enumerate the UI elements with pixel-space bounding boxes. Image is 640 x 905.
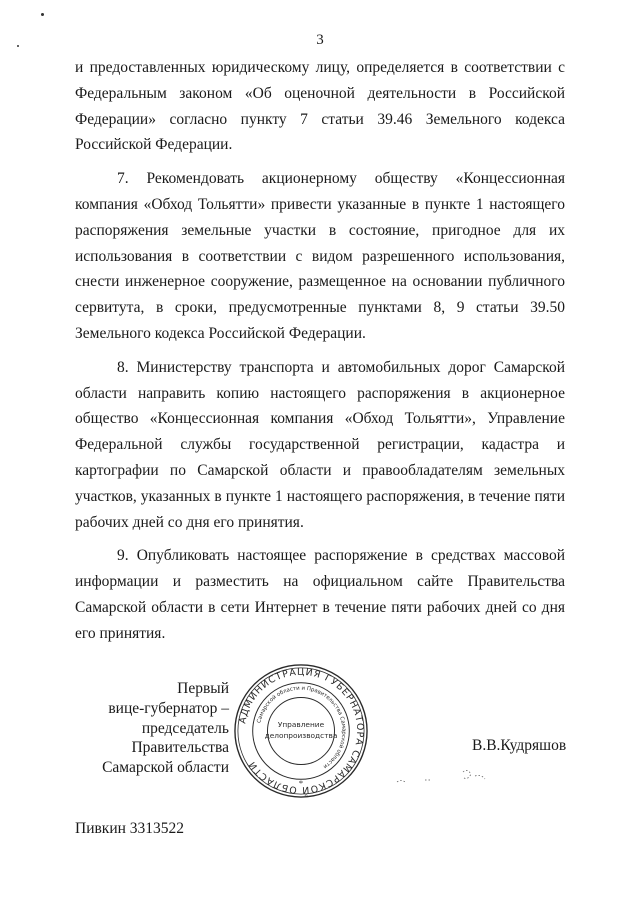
official-seal-stamp (232, 662, 370, 800)
signatory-title-line: Первый (177, 680, 229, 697)
handwritten-signature (395, 760, 505, 790)
page-number: 3 (316, 32, 324, 48)
paragraph-item-9: 9. Опубликовать настоящее распоряжение в средствах массовой информации и разместить на официальном сайте Правительства Самарской области в сети Интернет в течение пяти рабочих дней со дня его принятия. (75, 547, 565, 642)
signatory-name: В.В.Кудряшов (472, 737, 567, 754)
seal-center-line: Управление (277, 720, 325, 730)
seal-inner-text: Самарской области и Правительства Самарской области (256, 685, 347, 770)
scan-speck (41, 13, 44, 16)
signatory-title-line: председатель Правительства (131, 719, 229, 757)
paragraph-item-8: 8. Министерству транспорта и автомобильных дорог Самарской области направить копию настоящего распоряжения в акционерное общество «Концессионная компания «Обход Тольятти», Управление Федеральной службы государственной регистрации, кадастра и картографии по Самарской области и правообладателям земельных участков, указанных в пункте 1 настоящего распоряжения, в течение пяти рабочих дней со дня его принятия. (75, 358, 565, 531)
signatory-title-line: вице-губернатор – (108, 699, 229, 717)
seal-center-line: делопроизводства (264, 730, 338, 740)
scan-speck (17, 45, 19, 47)
document-body (75, 55, 565, 647)
paragraph-continuation: и предоставленных юридическому лицу, определяется в соответствии с Федеральным законом «Об оценочной деятельности в Российской Федерации» согласно пункту 7 статьи 39.46 Земельного кодекса Российской Федерации. (75, 59, 565, 154)
signatory-title-line: Самарской области (102, 759, 229, 777)
svg-text:*: * (298, 778, 304, 789)
executor-contact: Пивкин 3313522 (75, 820, 185, 837)
paragraph-item-7: 7. Рекомендовать акционерному обществу «Концессионная компания «Обход Тольятти» привести указанные в пункте 1 настоящего распоряжения земельные участки в состояние, пригодное для их использования в соответствии с видом разрешенного использования, снести инженерное сооружение, размещенное на основании публичного сервитута, в сроки, предусмотренные пунктами 8, 9 статьи 39.50 Земельного кодекса Российской Федерации. (75, 170, 565, 342)
signatory-title (64, 679, 229, 778)
seal-outer-text: АДМИНИСТРАЦИЯ ГУБЕРНАТОРА САМАРСКОЙ ОБЛАСТИ (237, 666, 366, 796)
